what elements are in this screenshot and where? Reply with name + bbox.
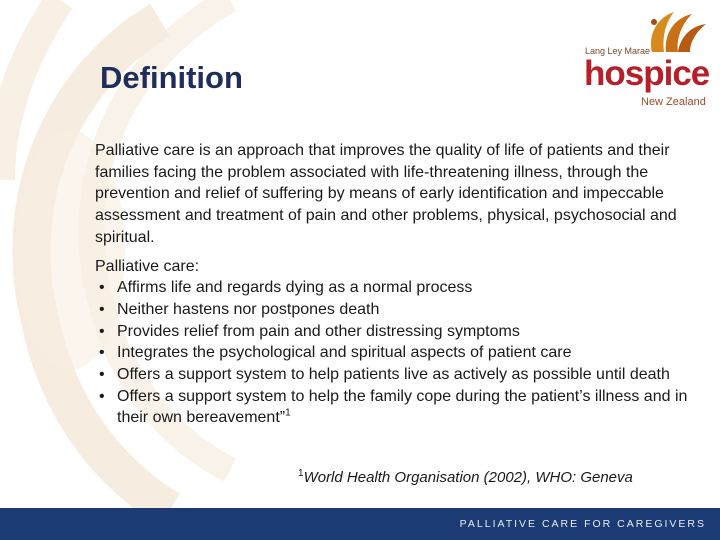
bullet-icon: • [99,387,105,405]
logo-region: New Zealand [641,96,706,108]
logo-tagline: Lang Ley Marae [585,46,651,56]
slide-body [95,140,695,429]
list-item: • Affirms life and regards dying as a normal process [95,277,695,299]
bullet-list [95,277,695,429]
list-item: • Provides relief from pain and other distressing symptoms [95,321,695,343]
citation [298,468,633,486]
list-item: • Offers a support system to help patients live as actively as possible until death [95,364,695,386]
footer-text: PALLIATIVE CARE FOR CAREGIVERS [459,518,706,530]
definition-paragraph: Palliative care is an approach that improves the quality of life of patients and their families facing the problem associated with life-threatening illness, through the prevention and relief of suffering by means of early identification and impeccable assessment and treatment of pain and other problems, physical, psychosocial and spiritual. [95,142,677,246]
list-item: • Neither hastens nor postpones death [95,299,695,321]
list-heading: Palliative care: [95,257,200,275]
hospice-logo [580,8,712,110]
list-item: • Integrates the psychological and spiritual aspects of patient care [95,342,695,364]
logo-wordmark: hospice [584,54,710,93]
slide-title: Definition [100,60,243,95]
citation-text: World Health Organisation (2002), WHO: Geneva [303,469,633,486]
list-item: • Offers a support system to help the family cope during the patient’s illness and in their own bereavement”$^1$ [99,387,688,427]
bullet-icon: • [99,300,105,318]
citation-marker: 1 [298,468,304,479]
footnote-reference: 1 [285,408,291,420]
footer-bar [0,508,720,540]
koru-feather-icon [640,8,710,54]
bullet-icon: • [99,344,105,362]
bullet-icon: • [99,366,105,384]
bullet-icon: • [99,322,105,340]
bullet-icon: • [99,279,105,297]
